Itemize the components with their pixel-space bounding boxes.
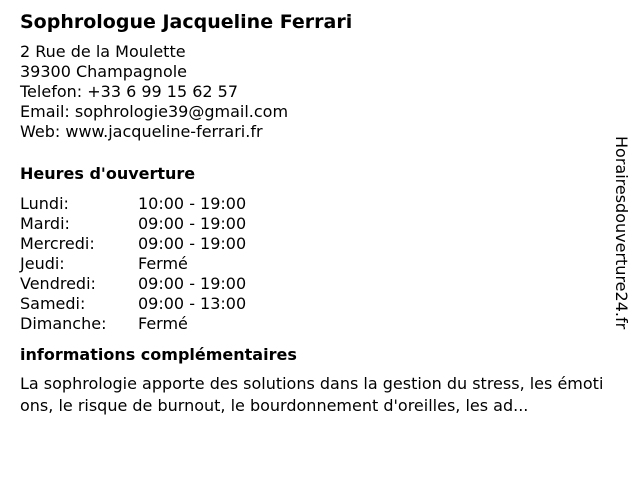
day-label: Dimanche:: [20, 314, 107, 333]
hours-heading: Heures d'ouverture: [20, 164, 196, 183]
address-street: 2 Rue de la Moulette: [20, 42, 186, 61]
info-description: La sophrologie apporte des solutions dans la gestion du stress, les émotions, le risque de burnout, le bourdonnement d'oreilles, les ad...: [20, 374, 604, 415]
day-label: Mercredi:: [20, 234, 95, 253]
contact-block: [20, 42, 612, 142]
site-watermark: Horairesdouverture24.fr: [612, 136, 631, 330]
day-hours: Fermé: [138, 254, 188, 273]
web-line: Web: www.jacqueline-ferrari.fr: [20, 122, 263, 141]
hours-row-lundi: [20, 194, 612, 214]
day-label: Samedi:: [20, 294, 86, 313]
email-line: Email: sophrologie39@gmail.com: [20, 102, 289, 121]
day-hours: 09:00 - 13:00: [138, 294, 247, 313]
day-label: Lundi:: [20, 194, 69, 213]
day-label: Mardi:: [20, 214, 70, 233]
day-hours: Fermé: [138, 314, 188, 333]
day-hours: 09:00 - 19:00: [138, 234, 247, 253]
day-hours: 09:00 - 19:00: [138, 274, 247, 293]
day-label: Jeudi:: [20, 254, 65, 273]
hours-row-jeudi: [20, 254, 612, 274]
day-hours: 10:00 - 19:00: [138, 194, 247, 213]
hours-row-dimanche: [20, 314, 612, 334]
info-heading: informations complémentaires: [20, 345, 297, 364]
hours-row-mardi: [20, 214, 612, 234]
hours-row-mercredi: [20, 234, 612, 254]
hours-row-vendredi: [20, 274, 612, 294]
phone-line: Telefon: +33 6 99 15 62 57: [20, 82, 239, 101]
business-name: Sophrologue Jacqueline Ferrari: [20, 11, 353, 33]
address-city: 39300 Champagnole: [20, 62, 188, 81]
day-hours: 09:00 - 19:00: [138, 214, 247, 233]
day-label: Vendredi:: [20, 274, 96, 293]
hours-row-samedi: [20, 294, 612, 314]
opening-hours-table: [20, 194, 612, 334]
business-card: [20, 10, 612, 417]
